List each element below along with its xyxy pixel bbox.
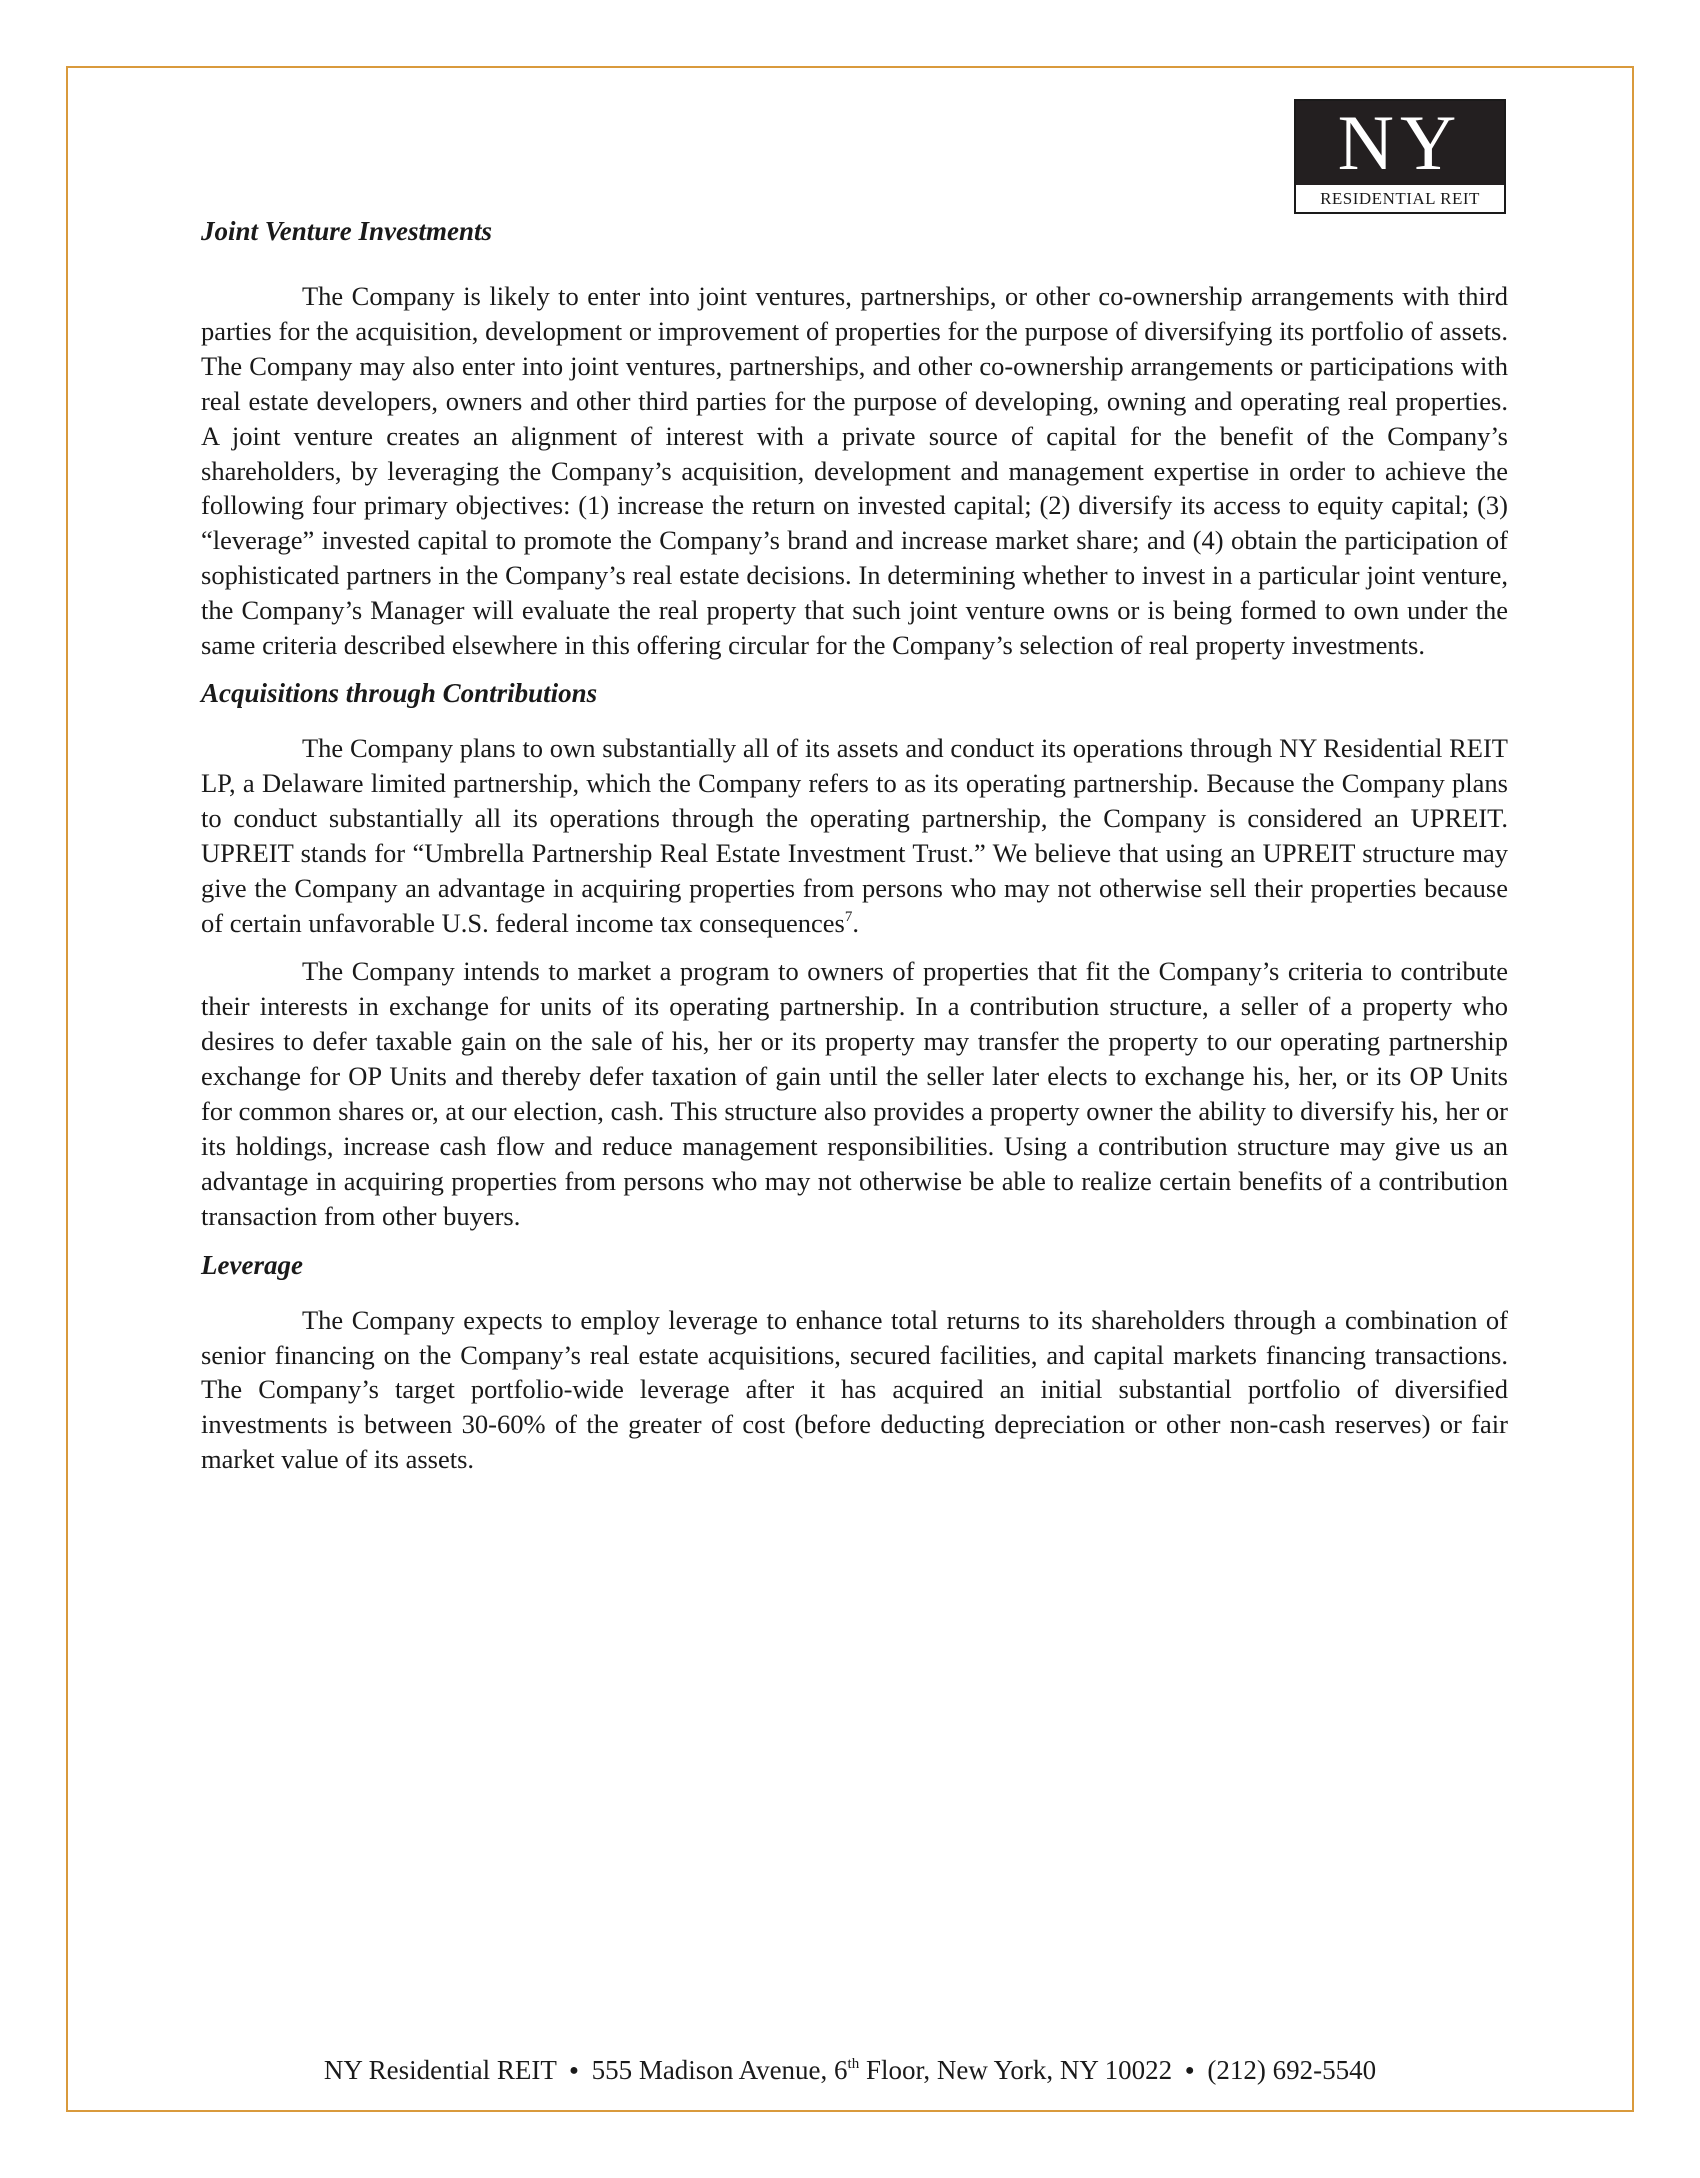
footnote-reference[interactable]: 7	[844, 908, 853, 925]
paragraph-leverage: The Company expects to employ leverage to enhance total returns to its shareholders through a combination of senior financing on the Company’s real estate acquisitions, secured facilities, and capital markets financing transactions. The Company’s target portfolio-wide leverage after it has acquired an initial substantial portfolio of diversified investments is between 30-60% of the greater of cost (before deducting depreciation or other non-cash reserves) or fair market value of its assets.	[201, 1304, 1508, 1475]
document-body	[201, 210, 1508, 1477]
section-heading-leverage: Leverage	[201, 1249, 303, 1280]
company-logo	[1294, 99, 1506, 214]
section-heading-contributions: Acquisitions through Contributions	[201, 677, 598, 708]
footer-bullet: ●	[1184, 2062, 1195, 2079]
paragraph-upreit-end: .	[852, 907, 859, 938]
footer-company: NY Residential REIT	[323, 2055, 557, 2085]
paragraph-joint-venture: The Company is likely to enter into joint ventures, partnerships, or other co-ownership arrangements with third parties for the acquisition, development or improvement of properties for the purpose of diversifying its portfolio of assets. The Company may also enter into joint ventures, partnerships, and other co-ownership arrangements or participations with real estate developers, owners and other third parties for the purpose of developing, owning and operating real properties. A joint venture creates an alignment of interest with a private source of capital for the benefit of the Company’s shareholders, by leveraging the Company’s acquisition, development and management expertise in order to achieve the following four primary objectives: (1) increase the return on invested capital; (2) diversify its access to equity capital; (3) “leverage” invested capital to promote the Company’s brand and increase market share; and (4) obtain the participation of sophisticated partners in the Company’s real estate decisions. In determining whether to invest in a particular joint venture, the Company’s Manager will evaluate the real property that such joint venture owns or is being formed to own under the same criteria described elsewhere in this offering circular for the Company’s selection of real property investments.	[201, 281, 1508, 661]
paragraph-upreit	[201, 731, 1508, 940]
footer-address-ordinal: th	[847, 2056, 860, 2072]
page-footer	[66, 2052, 1634, 2089]
paragraph-contribution-program: The Company intends to market a program to owners of properties that fit the Company’s criteria to contribute their interests in exchange for units of its operating partnership. In a contribution structure, a seller of a property who desires to defer taxable gain on the sale of his, her or its property may transfer the property to our operating partnership exchange for OP Units and thereby defer taxation of gain until the seller later elects to exchange his, her, or its OP Units for common shares or, at our election, cash. This structure also provides a property owner the ability to diversify his, her or its holdings, increase cash flow and reduce management responsibilities. Using a contribution structure may give us an advantage in acquiring properties from persons who may not otherwise be able to realize certain benefits of a contribution transaction from other buyers.	[201, 956, 1508, 1231]
footer-bullet: ●	[569, 2062, 579, 2079]
footer-phone: (212) 692-5540	[1207, 2055, 1377, 2085]
footer-address-end: Floor, New York, NY 10022	[859, 2055, 1173, 2085]
logo-mark: NY	[1296, 101, 1504, 185]
paragraph-upreit-text: The Company plans to own substantially all of its assets and conduct its operations through NY Residential REIT LP, a Delaware limited partnership, which the Company refers to as its operating partnership. Because the Company plans to conduct substantially all its operations through the operating partnership, the Company is considered an UPREIT. UPREIT stands for “Umbrella Partnership Real Estate Investment Trust.” We believe that using an UPREIT structure may give the Company an advantage in acquiring properties from persons who may not otherwise sell their properties because of certain unfavorable U.S. federal income tax consequences	[201, 732, 1508, 938]
footer-address-start: 555 Madison Avenue, 6	[591, 2055, 848, 2085]
logo-subtitle: RESIDENTIAL REIT	[1320, 189, 1480, 208]
footer-address	[592, 2055, 1173, 2085]
section-heading-joint-venture: Joint Venture Investments	[201, 216, 493, 246]
